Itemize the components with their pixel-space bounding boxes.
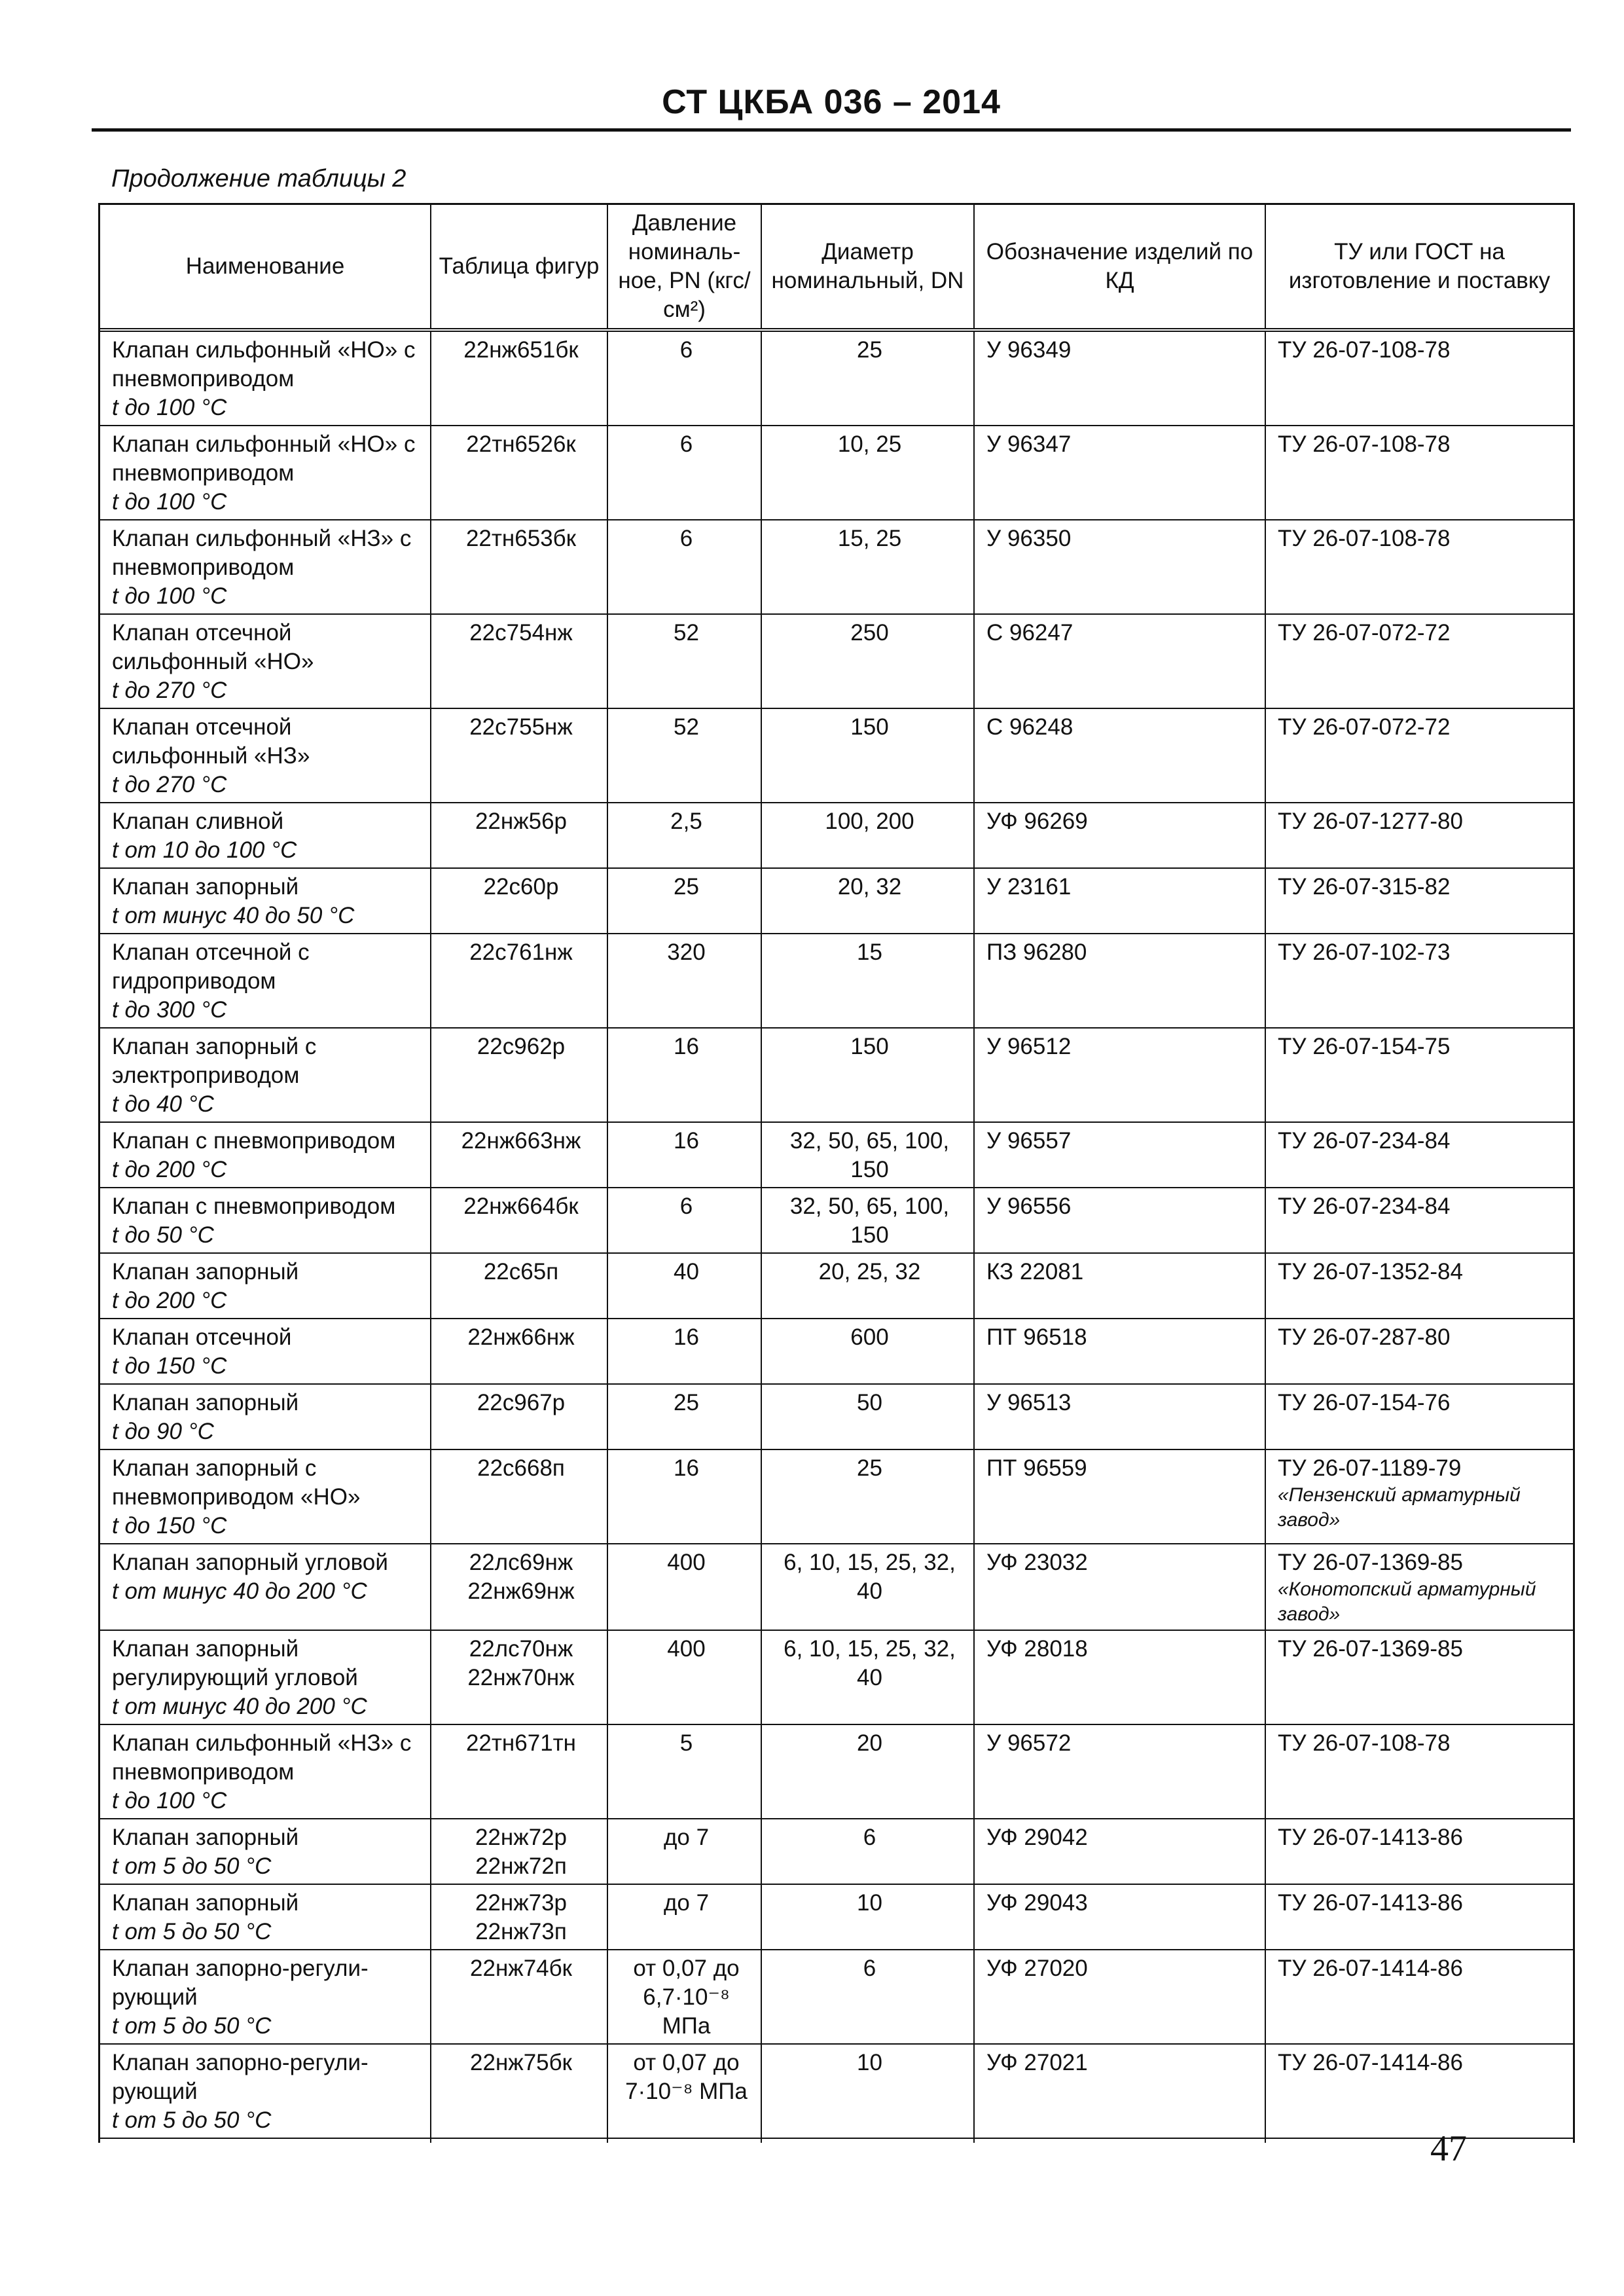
cell-temperature: t до 150 °С <box>112 1513 227 1539</box>
cell-pressure: 16 <box>607 1449 761 1544</box>
cell-spec-text: ТУ 26-07-108-78 <box>1278 1730 1451 1756</box>
cell-name <box>100 1253 431 1319</box>
col-header-name: Наименование <box>100 205 431 330</box>
valves-table <box>100 205 1573 2143</box>
table-row <box>100 1884 1573 1950</box>
cell-name-text: Клапан с пневмоприводом <box>112 1194 396 1219</box>
col-header-spec: ТУ или ГОСТ на изготовление и поставку <box>1265 205 1573 330</box>
cell-designation: У 23161 <box>974 868 1265 934</box>
cell-spec <box>1265 1884 1573 1950</box>
cell-figure: 22с754нж <box>431 614 607 708</box>
header-rule <box>92 128 1571 132</box>
empty-cell <box>974 2138 1265 2143</box>
cell-name-text: Клапан сильфонный «НО» с пневмоприводом <box>112 431 416 486</box>
cell-temperature: t от минус 40 до 200 °С <box>112 1694 367 1719</box>
cell-temperature: t до 300 °С <box>112 997 227 1023</box>
cell-name-text: Клапан запорный угловой <box>112 1550 388 1575</box>
cell-pressure: до 7 <box>607 1884 761 1950</box>
cell-spec <box>1265 868 1573 934</box>
cell-name <box>100 934 431 1028</box>
cell-diameter: 15, 25 <box>761 520 974 614</box>
cell-name <box>100 520 431 614</box>
table-filler-row <box>100 2138 1573 2143</box>
cell-name-text: Клапан отсечной с гидроприводом <box>112 939 310 994</box>
table-row <box>100 330 1573 426</box>
cell-name <box>100 1122 431 1188</box>
cell-figure: 22с967р <box>431 1384 607 1449</box>
cell-diameter: 20, 32 <box>761 868 974 934</box>
cell-pressure: 16 <box>607 1319 761 1384</box>
cell-spec <box>1265 1724 1573 1819</box>
cell-name-text: Клапан сливной <box>112 809 284 834</box>
col-header-diameter: Диаметр номинальный, DN <box>761 205 974 330</box>
cell-spec-text: ТУ 26-07-1413-86 <box>1278 1890 1463 1916</box>
cell-spec-text: ТУ 26-07-108-78 <box>1278 431 1451 457</box>
cell-diameter: 6 <box>761 1819 974 1884</box>
cell-spec <box>1265 1319 1573 1384</box>
cell-designation: С 96247 <box>974 614 1265 708</box>
table-row <box>100 1544 1573 1630</box>
cell-name <box>100 426 431 520</box>
cell-diameter: 100, 200 <box>761 803 974 868</box>
cell-temperature: t от 5 до 50 °С <box>112 2107 272 2133</box>
cell-spec-text: ТУ 26-07-108-78 <box>1278 337 1451 363</box>
cell-designation: У 96349 <box>974 330 1265 426</box>
cell-pressure: 6 <box>607 1188 761 1253</box>
cell-spec-text: ТУ 26-07-1414-86 <box>1278 1956 1463 1981</box>
cell-diameter: 32, 50, 65, 100, 150 <box>761 1122 974 1188</box>
cell-temperature: t до 200 °С <box>112 1157 227 1182</box>
cell-diameter: 150 <box>761 1028 974 1122</box>
cell-pressure: 25 <box>607 1384 761 1449</box>
cell-designation: У 96556 <box>974 1188 1265 1253</box>
cell-figure: 22с668п <box>431 1449 607 1544</box>
cell-spec <box>1265 330 1573 426</box>
cell-spec <box>1265 803 1573 868</box>
cell-temperature: t до 270 °С <box>112 772 227 797</box>
cell-figure: 22нж664бк <box>431 1188 607 1253</box>
empty-cell <box>607 2138 761 2143</box>
cell-pressure: 320 <box>607 934 761 1028</box>
cell-spec <box>1265 1384 1573 1449</box>
cell-pressure: 52 <box>607 708 761 803</box>
cell-name <box>100 1724 431 1819</box>
cell-spec-text: ТУ 26-07-287-80 <box>1278 1324 1451 1350</box>
cell-designation: У 96350 <box>974 520 1265 614</box>
cell-figure: 22лс69нж 22нж69нж <box>431 1544 607 1630</box>
cell-pressure: 6 <box>607 426 761 520</box>
cell-name-text: Клапан запорный <box>112 1390 299 1415</box>
cell-pressure: 400 <box>607 1630 761 1724</box>
col-header-designation: Обозначение изделий по КД <box>974 205 1265 330</box>
cell-figure: 22тн653бк <box>431 520 607 614</box>
cell-name-text: Клапан с пневмоприводом <box>112 1128 396 1154</box>
cell-spec-text: ТУ 26-07-102-73 <box>1278 939 1451 965</box>
cell-designation: У 96512 <box>974 1028 1265 1122</box>
cell-temperature: t до 270 °С <box>112 678 227 703</box>
cell-pressure: 52 <box>607 614 761 708</box>
table-row <box>100 520 1573 614</box>
cell-manufacturer: «Пензенский арматурный завод» <box>1278 1484 1521 1531</box>
cell-designation: УФ 29043 <box>974 1884 1265 1950</box>
cell-pressure: 16 <box>607 1122 761 1188</box>
table-row <box>100 1188 1573 1253</box>
cell-designation: ПТ 96518 <box>974 1319 1265 1384</box>
cell-diameter: 6, 10, 15, 25, 32, 40 <box>761 1544 974 1630</box>
table-row <box>100 1819 1573 1884</box>
cell-temperature: t до 40 °С <box>112 1091 214 1117</box>
cell-diameter: 10, 25 <box>761 426 974 520</box>
cell-spec <box>1265 2044 1573 2138</box>
cell-designation: У 96572 <box>974 1724 1265 1819</box>
cell-diameter: 150 <box>761 708 974 803</box>
cell-temperature: t от минус 40 до 50 °С <box>112 903 355 928</box>
cell-spec <box>1265 1253 1573 1319</box>
cell-spec-text: ТУ 26-07-072-72 <box>1278 714 1451 740</box>
cell-spec-text: ТУ 26-07-1369-85 <box>1278 1550 1463 1575</box>
cell-figure: 22нж56р <box>431 803 607 868</box>
cell-designation: УФ 27021 <box>974 2044 1265 2138</box>
cell-name <box>100 2044 431 2138</box>
cell-spec-text: ТУ 26-07-234-84 <box>1278 1194 1451 1219</box>
cell-designation: У 96347 <box>974 426 1265 520</box>
cell-figure: 22с761нж <box>431 934 607 1028</box>
cell-spec <box>1265 1819 1573 1884</box>
table-row <box>100 1122 1573 1188</box>
cell-designation: У 96513 <box>974 1384 1265 1449</box>
cell-spec <box>1265 1188 1573 1253</box>
cell-temperature: t до 100 °С <box>112 1788 227 1813</box>
cell-spec-text: ТУ 26-07-1413-86 <box>1278 1825 1463 1850</box>
cell-diameter: 6, 10, 15, 25, 32, 40 <box>761 1630 974 1724</box>
table-row <box>100 803 1573 868</box>
cell-diameter: 6 <box>761 1950 974 2044</box>
cell-pressure: от 0,07 до 6,7·10⁻⁸ МПа <box>607 1950 761 2044</box>
empty-cell <box>761 2138 974 2143</box>
cell-figure: 22нж75бк <box>431 2044 607 2138</box>
table-row <box>100 1724 1573 1819</box>
cell-diameter: 32, 50, 65, 100, 150 <box>761 1188 974 1253</box>
cell-pressure: 25 <box>607 868 761 934</box>
cell-name <box>100 1884 431 1950</box>
cell-name <box>100 1630 431 1724</box>
cell-name-text: Клапан запорно-регули-рующий <box>112 1956 369 2010</box>
cell-spec-text: ТУ 26-07-108-78 <box>1278 526 1451 551</box>
cell-designation: У 96557 <box>974 1122 1265 1188</box>
cell-temperature: t до 100 °С <box>112 489 227 515</box>
cell-name <box>100 803 431 868</box>
table-row <box>100 1384 1573 1449</box>
cell-spec <box>1265 520 1573 614</box>
document-header: СТ ЦКБА 036 – 2014 <box>662 83 1001 121</box>
cell-figure: 22нж663нж <box>431 1122 607 1188</box>
cell-spec <box>1265 708 1573 803</box>
cell-name-text: Клапан запорный <box>112 874 299 900</box>
cell-manufacturer: «Конотопский арматурный завод» <box>1278 1578 1536 1625</box>
cell-pressure: 6 <box>607 520 761 614</box>
cell-designation: УФ 28018 <box>974 1630 1265 1724</box>
cell-designation: ПТ 96559 <box>974 1449 1265 1544</box>
table-row <box>100 934 1573 1028</box>
cell-spec-text: ТУ 26-07-234-84 <box>1278 1128 1451 1154</box>
cell-name <box>100 1188 431 1253</box>
table-row <box>100 1253 1573 1319</box>
cell-designation: С 96248 <box>974 708 1265 803</box>
cell-figure: 22нж72р 22нж72п <box>431 1819 607 1884</box>
cell-name <box>100 614 431 708</box>
empty-cell <box>431 2138 607 2143</box>
cell-name <box>100 708 431 803</box>
cell-name-text: Клапан запорный с электроприводом <box>112 1034 317 1088</box>
cell-designation: КЗ 22081 <box>974 1253 1265 1319</box>
cell-spec-text: ТУ 26-07-315-82 <box>1278 874 1451 900</box>
cell-name-text: Клапан сильфонный «НЗ» с пневмоприводом <box>112 1730 412 1785</box>
cell-temperature: t до 100 °С <box>112 395 227 420</box>
cell-name-text: Клапан отсечной сильфонный «НЗ» <box>112 714 310 769</box>
table-row <box>100 1449 1573 1544</box>
cell-figure: 22с65п <box>431 1253 607 1319</box>
cell-pressure: 400 <box>607 1544 761 1630</box>
cell-designation: УФ 96269 <box>974 803 1265 868</box>
table-container <box>98 203 1575 2143</box>
cell-spec-text: ТУ 26-07-1352-84 <box>1278 1259 1463 1285</box>
cell-figure: 22лс70нж 22нж70нж <box>431 1630 607 1724</box>
table-row <box>100 426 1573 520</box>
cell-name-text: Клапан запорный <box>112 1825 299 1850</box>
cell-name <box>100 1028 431 1122</box>
cell-diameter: 25 <box>761 330 974 426</box>
cell-spec <box>1265 1449 1573 1544</box>
page-number: 47 <box>1430 2128 1467 2169</box>
cell-name <box>100 1544 431 1630</box>
cell-temperature: t от минус 40 до 200 °С <box>112 1578 367 1604</box>
col-header-figure: Таблица фигур <box>431 205 607 330</box>
table-row <box>100 2044 1573 2138</box>
cell-temperature: t до 150 °С <box>112 1353 227 1379</box>
cell-name <box>100 330 431 426</box>
empty-cell <box>1265 2138 1573 2143</box>
cell-spec-text: ТУ 26-07-1369-85 <box>1278 1636 1463 1662</box>
empty-cell <box>100 2138 431 2143</box>
cell-name <box>100 1950 431 2044</box>
cell-temperature: t от 5 до 50 °С <box>112 1919 272 1944</box>
cell-pressure: 5 <box>607 1724 761 1819</box>
cell-figure: 22нж66нж <box>431 1319 607 1384</box>
cell-designation: УФ 23032 <box>974 1544 1265 1630</box>
cell-name-text: Клапан отсечной <box>112 1324 292 1350</box>
cell-figure: 22нж74бк <box>431 1950 607 2044</box>
cell-pressure: 2,5 <box>607 803 761 868</box>
table-row <box>100 1028 1573 1122</box>
cell-spec-text: ТУ 26-07-1189-79 <box>1278 1455 1462 1481</box>
table-row <box>100 1319 1573 1384</box>
cell-diameter: 20, 25, 32 <box>761 1253 974 1319</box>
cell-spec-text: ТУ 26-07-1414-86 <box>1278 2050 1463 2075</box>
table-body <box>100 330 1573 2143</box>
cell-pressure: 6 <box>607 330 761 426</box>
cell-temperature: t от 5 до 50 °С <box>112 2013 272 2039</box>
cell-figure: 22нж651бк <box>431 330 607 426</box>
cell-figure: 22тн671тн <box>431 1724 607 1819</box>
cell-diameter: 600 <box>761 1319 974 1384</box>
cell-diameter: 15 <box>761 934 974 1028</box>
table-row <box>100 614 1573 708</box>
cell-spec <box>1265 614 1573 708</box>
cell-name <box>100 1319 431 1384</box>
cell-name-text: Клапан отсечной сильфонный «НО» <box>112 620 314 674</box>
cell-spec <box>1265 1028 1573 1122</box>
cell-diameter: 10 <box>761 2044 974 2138</box>
cell-figure: 22с60р <box>431 868 607 934</box>
table-row <box>100 1950 1573 2044</box>
cell-spec <box>1265 1122 1573 1188</box>
table-header-row <box>100 205 1573 330</box>
cell-name-text: Клапан сильфонный «НО» с пневмоприводом <box>112 337 416 392</box>
table-row <box>100 868 1573 934</box>
cell-designation: УФ 29042 <box>974 1819 1265 1884</box>
cell-designation: УФ 27020 <box>974 1950 1265 2044</box>
cell-figure: 22тн6526к <box>431 426 607 520</box>
cell-name-text: Клапан запорный регулирующий угловой <box>112 1636 358 1690</box>
cell-diameter: 250 <box>761 614 974 708</box>
cell-pressure: 40 <box>607 1253 761 1319</box>
cell-diameter: 20 <box>761 1724 974 1819</box>
cell-figure: 22с755нж <box>431 708 607 803</box>
cell-spec <box>1265 1544 1573 1630</box>
cell-designation: ПЗ 96280 <box>974 934 1265 1028</box>
table-row <box>100 1630 1573 1724</box>
cell-figure: 22нж73р 22нж73п <box>431 1884 607 1950</box>
col-header-pressure: Давление номиналь-ное, PN (кгс/см²) <box>607 205 761 330</box>
cell-diameter: 10 <box>761 1884 974 1950</box>
cell-temperature: t от 5 до 50 °С <box>112 1853 272 1879</box>
table-caption: Продолжение таблицы 2 <box>111 165 406 192</box>
cell-spec-text: ТУ 26-07-072-72 <box>1278 620 1451 646</box>
cell-spec <box>1265 426 1573 520</box>
cell-temperature: t до 200 °С <box>112 1288 227 1313</box>
cell-pressure: до 7 <box>607 1819 761 1884</box>
cell-name-text: Клапан сильфонный «НЗ» с пневмоприводом <box>112 526 412 580</box>
cell-figure: 22с962р <box>431 1028 607 1122</box>
cell-name <box>100 1819 431 1884</box>
cell-name-text: Клапан запорно-регули-рующий <box>112 2050 369 2104</box>
cell-spec-text: ТУ 26-07-1277-80 <box>1278 809 1463 834</box>
cell-spec <box>1265 934 1573 1028</box>
cell-name <box>100 868 431 934</box>
cell-pressure: от 0,07 до 7·10⁻⁸ МПа <box>607 2044 761 2138</box>
cell-spec-text: ТУ 26-07-154-76 <box>1278 1390 1451 1415</box>
cell-temperature: t до 90 °С <box>112 1419 214 1444</box>
cell-name-text: Клапан запорный с пневмоприводом «НО» <box>112 1455 361 1510</box>
cell-temperature: t от 10 до 100 °С <box>112 837 297 863</box>
cell-name-text: Клапан запорный <box>112 1890 299 1916</box>
table-row <box>100 708 1573 803</box>
cell-name <box>100 1449 431 1544</box>
cell-name <box>100 1384 431 1449</box>
cell-spec <box>1265 1630 1573 1724</box>
cell-temperature: t до 100 °С <box>112 583 227 609</box>
cell-spec-text: ТУ 26-07-154-75 <box>1278 1034 1451 1059</box>
cell-spec <box>1265 1950 1573 2044</box>
cell-diameter: 25 <box>761 1449 974 1544</box>
cell-pressure: 16 <box>607 1028 761 1122</box>
cell-temperature: t до 50 °С <box>112 1222 214 1248</box>
cell-name-text: Клапан запорный <box>112 1259 299 1285</box>
cell-diameter: 50 <box>761 1384 974 1449</box>
